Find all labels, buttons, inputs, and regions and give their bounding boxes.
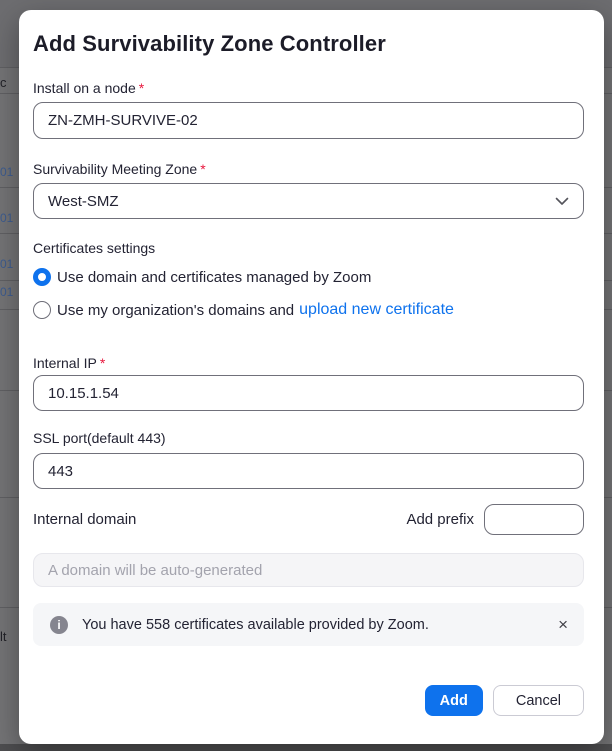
meeting-zone-label: Survivability Meeting Zone * bbox=[33, 161, 206, 177]
required-asterisk: * bbox=[200, 161, 206, 177]
cancel-button[interactable]: Cancel bbox=[493, 685, 584, 716]
radio-option-label: Use my organization's domains and bbox=[57, 301, 295, 319]
meeting-zone-selected-value: West-SMZ bbox=[48, 192, 119, 210]
add-button[interactable]: Add bbox=[425, 685, 483, 716]
background-link-fragment: 01 bbox=[0, 211, 14, 225]
ssl-port-input[interactable] bbox=[33, 453, 584, 489]
ssl-port-label: SSL port(default 443) bbox=[33, 430, 166, 446]
background-footer-band bbox=[0, 744, 612, 751]
radio-selected-icon[interactable] bbox=[33, 268, 51, 286]
background-text-fragment: c bbox=[0, 75, 7, 90]
add-survivability-zone-controller-dialog bbox=[19, 10, 604, 744]
background-link-fragment: 01 bbox=[0, 165, 14, 179]
required-asterisk: * bbox=[99, 355, 106, 371]
internal-ip-label: Internal IP * bbox=[33, 355, 106, 371]
auto-generated-domain-input bbox=[33, 553, 584, 587]
radio-unselected-icon[interactable] bbox=[33, 301, 51, 319]
radio-option-label: Use domain and certificates managed by Zoom bbox=[57, 268, 372, 286]
add-prefix-label: Add prefix bbox=[406, 511, 474, 528]
background-link-fragment: 01 bbox=[0, 285, 14, 299]
install-node-label: Install on a node * bbox=[33, 80, 145, 96]
info-icon: i bbox=[50, 616, 68, 634]
radio-option-own-domains[interactable] bbox=[33, 300, 584, 320]
background-text-fragment: lt bbox=[0, 629, 7, 644]
internal-domain-label: Internal domain bbox=[33, 510, 137, 528]
certificates-settings-label: Certificates settings bbox=[33, 240, 156, 256]
banner-message: You have 558 certificates available provided by Zoom. bbox=[82, 616, 429, 633]
dialog-title: Add Survivability Zone Controller bbox=[33, 31, 386, 56]
chevron-down-icon bbox=[555, 197, 569, 206]
required-asterisk: * bbox=[138, 80, 145, 96]
upload-new-certificate-link[interactable]: upload new certificate bbox=[299, 301, 454, 318]
certificates-info-banner bbox=[33, 603, 584, 646]
background-link-fragment: 01 bbox=[0, 257, 14, 271]
add-prefix-input[interactable] bbox=[484, 504, 584, 535]
install-node-input[interactable] bbox=[33, 102, 584, 139]
radio-option-zoom-managed[interactable] bbox=[33, 267, 584, 287]
internal-ip-input[interactable] bbox=[33, 375, 584, 411]
internal-domain-row bbox=[33, 504, 584, 535]
close-icon[interactable]: × bbox=[558, 615, 568, 634]
meeting-zone-select[interactable] bbox=[33, 183, 584, 219]
dialog-footer bbox=[33, 685, 584, 716]
